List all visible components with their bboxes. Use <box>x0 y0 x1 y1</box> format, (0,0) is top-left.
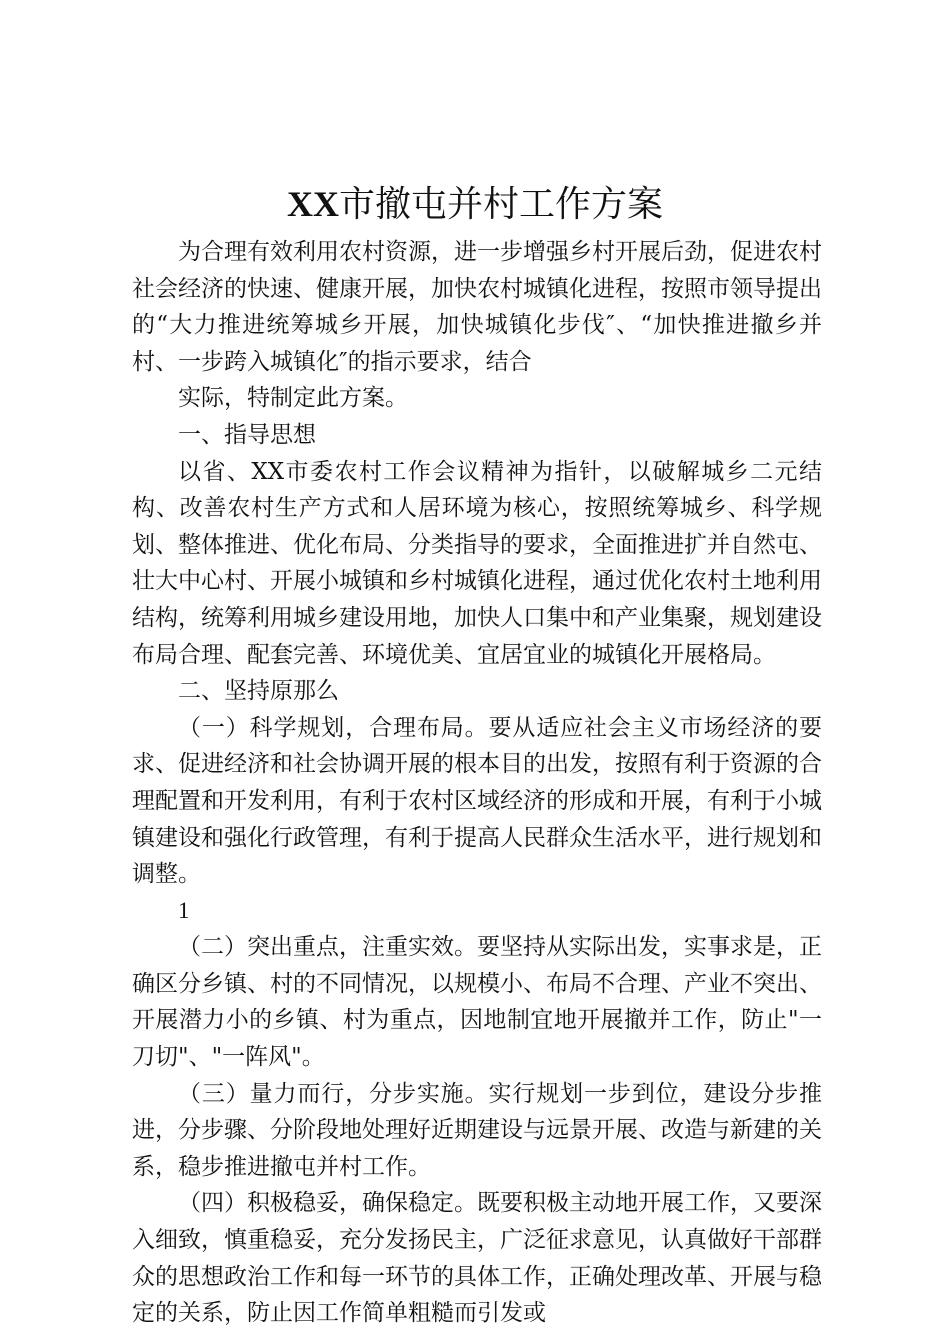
principle-4-paragraph: （四）积极稳妥，确保稳定。既要积极主动地开展工作，又要深入细致，慎重稳妥，充分发扬民主，广泛征求意见，认真做好干部群众的思想政治工作和每一环节的具体工作，正确处理改革、开展与稳定的关系，防止因工作简单粗糙而引发或 <box>132 1190 822 1327</box>
document-title <box>0 180 950 229</box>
section-1-paragraph: 以省、XX市委农村工作会议精神为指针，以破解城乡二元结构、改善农村生产方式和人居环境为核心，按照统筹城乡、科学规划、整体推进、优化布局、分类指导的要求，全面推进扩并自然屯、壮大中心村、开展小城镇和乡村城镇化进程，通过优化农村土地利用结构，统筹利用城乡建设用地，加快人口集中和产业集聚，规划建设布局合理、配套完善、环境优美、宜居宜业的城镇化开展格局。 <box>132 458 822 668</box>
section-1-heading: 一、指导思想 <box>178 421 316 448</box>
page-number: 1 <box>178 897 190 923</box>
principle-2-paragraph: （二）突出重点，注重实效。要坚持从实际出发，实事求是，正确区分乡镇、村的不同情况，以规模小、布局不合理、产业不突出、开展潜力小的乡镇、村为重点，因地制宜地开展撤并工作，防止"一刀切"、"一阵风"。 <box>132 934 822 1071</box>
title-text: 市撤屯并村工作方案 <box>338 184 663 225</box>
intro-tail: 实际，特制定此方案。 <box>178 385 408 412</box>
principle-1-paragraph: （一）科学规划，合理布局。要从适应社会主义市场经济的要求、促进经济和社会协调开展的根本目的出发，按照有利于资源的合理配置和开发利用，有利于农村区域经济的形成和开展，有利于小城镇建设和强化行政管理，有利于提高人民群众生活水平，进行规划和调整。 <box>132 714 822 888</box>
section-2-heading: 二、坚持原那么 <box>178 678 339 705</box>
intro-paragraph: 为合理有效利用农村资源，进一步增强乡村开展后劲，促进农村社会经济的快速、健康开展，加快农村城镇化进程，按照市领导提出的“大力推进统筹城乡开展，加快城镇化步伐″、“加快推进撤乡并村、一步跨入城镇化″的指示要求，结合 <box>132 239 822 375</box>
document-body <box>132 234 822 1332</box>
title-prefix: XX <box>286 184 339 224</box>
principle-3-paragraph: （三）量力而行，分步实施。实行规划一步到位，建设分步推进，分步骤、分阶段地处理好近期建设与远景开展、改造与新建的关系，稳步推进撤屯并村工作。 <box>132 1080 822 1180</box>
